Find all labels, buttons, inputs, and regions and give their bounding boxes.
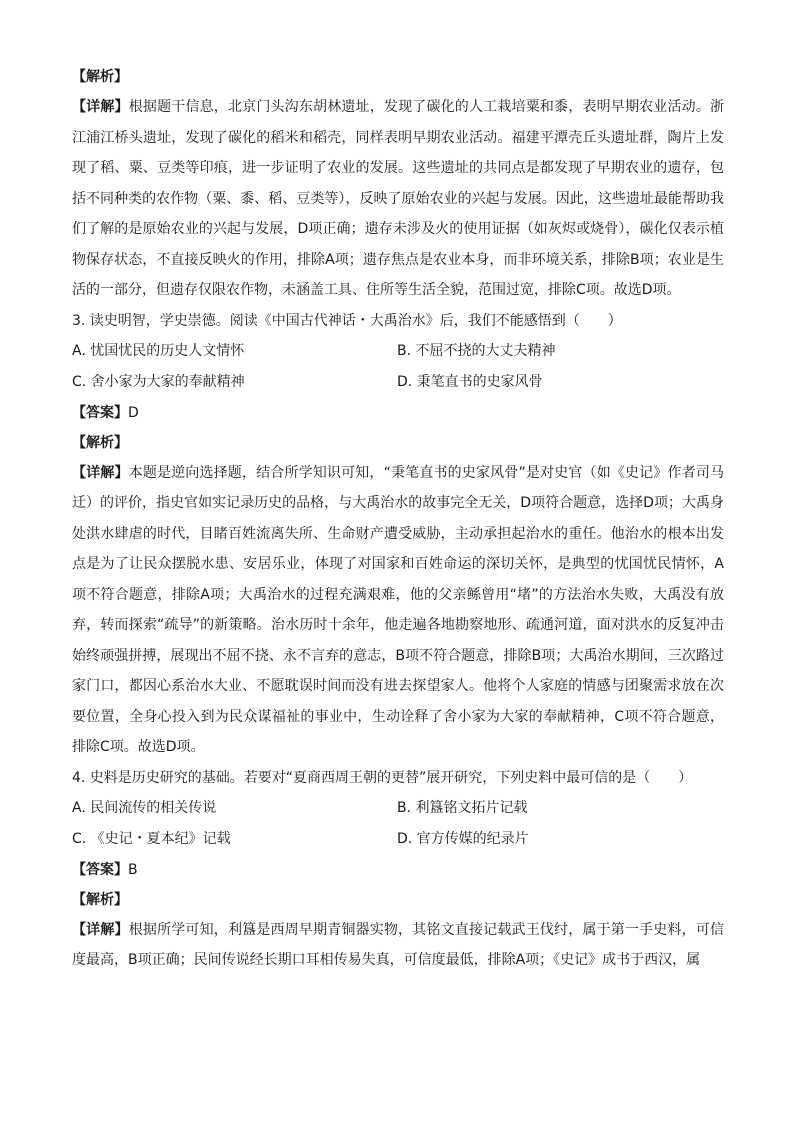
q4-options bbox=[72, 793, 724, 855]
analysis-tag: 【解析】 bbox=[72, 69, 128, 85]
q2-detail-text: 根据题干信息，北京门头沟东胡林遗址，发现了碳化的人工栽培粟和黍，表明早期农业活动。浙江浦江桥头遗址，发现了碳化的稻米和稻壳，同样表明早期农业活动。福建平潭壳丘头遗址群，陶片上发现了稻、粟、豆类等印痕，进一步证明了农业的发展。这些遗址的共同点是都发现了早期农业的遗存，包括不同种类的农作物（粟、黍、稻、豆类等），反映了原始农业的兴起与发展。因此，这些遗址最能帮助我们了解的是原始农业的兴起与发展，D项正确；遗存未涉及火的使用证据（如灰烬或烧骨），碳化仅表示植物保存状态，不直接反映火的作用，排除A项；遗存焦点是农业本身，而非环境关系，排除B项；农业是生活的一部分，但遗存仅限农作物，未涵盖工具、住所等生活全貌，范围过宽，排除C项。故选D项。 bbox=[72, 99, 725, 298]
q3-option-a: A. 忧国忧民的历史人文情怀 bbox=[72, 342, 245, 359]
q4-option-a: A. 民间流传的相关传说 bbox=[72, 799, 217, 816]
q4-answer-line bbox=[72, 855, 724, 885]
document-page bbox=[72, 62, 724, 976]
answer-tag: 【答案】 bbox=[72, 861, 128, 878]
detail-tag: 【详解】 bbox=[72, 921, 129, 938]
q4-detail-text: 根据所学可知，利簋是西周早期青铜器实物，其铭文直接记载武王伐纣，属于第一手史料，可信度最高，B项正确；民间传说经长期口耳相传易失真，可信度最低，排除A项；《史记》成书于西汉，属 bbox=[72, 921, 725, 968]
q3-analysis-label bbox=[72, 428, 724, 458]
detail-tag: 【详解】 bbox=[72, 464, 129, 481]
q3-answer-line bbox=[72, 398, 724, 428]
q3-option-b: B. 不屈不挠的大丈夫精神 bbox=[397, 342, 556, 359]
q3-options bbox=[72, 336, 724, 398]
q3-stem: 3. 读史明智，学史崇德。阅读《中国古代神话・大禹治水》后，我们不能感悟到（ ） bbox=[72, 312, 622, 329]
analysis-tag: 【解析】 bbox=[72, 434, 128, 451]
q4-analysis-label bbox=[72, 885, 724, 915]
q4-detail-paragraph bbox=[72, 915, 724, 976]
q2-detail-paragraph bbox=[72, 92, 724, 306]
answer-tag: 【答案】 bbox=[72, 404, 128, 421]
q4-option-d: D. 官方传媒的纪录片 bbox=[397, 830, 529, 847]
q4-answer: B bbox=[128, 861, 138, 878]
q3-answer: D bbox=[128, 404, 139, 421]
q3-detail-paragraph bbox=[72, 458, 724, 763]
q4-option-c: C. 《史记・夏本纪》记载 bbox=[72, 830, 231, 847]
q3-option-d: D. 秉笔直书的史家风骨 bbox=[397, 373, 543, 390]
q3-detail-text: 本题是逆向选择题，结合所学知识可知，“秉笔直书的史家风骨”是对史官（如《史记》作者司马迁）的评价，指史官如实记录历史的品格，与大禹治水的故事完全无关，D项符合题意，选择D项；大禹身处洪水肆虐的时代，目睹百姓流离失所、生命财产遭受威胁，主动承担起治水的重任。他治水的根本出发点是为了让民众摆脱水患、安居乐业，体现了对国家和百姓命运的深切关怀，是典型的忧国忧民情怀，A项不符合题意，排除A项；大禹治水的过程充满艰难，他的父亲鲧曾用“堵”的方法治水失败，大禹没有放弃，转而探索“疏导”的新策略。治水历时十余年，他走遍各地勘察地形、疏通河道，面对洪水的反复冲击始终顽强拼搏，展现出不屈不挠、永不言弃的意志，B项不符合题意，排除B项；大禹治水期间，三次路过家门口，都因心系治水大业、不愿耽误时间而没有进去探望家人。他将个人家庭的情感与团聚需求放在次要位置，全身心投入到为民众谋福祉的事业中，生动诠释了舍小家为大家的奉献精神，C项不符合题意，排除C项。故选D项。 bbox=[72, 464, 724, 755]
q4-stem: 4. 史料是历史研究的基础。若要对“夏商西周王朝的更替”展开研究，下列史料中最可信的是（ ） bbox=[72, 769, 693, 786]
q4-option-b: B. 利簋铭文拓片记载 bbox=[397, 799, 528, 816]
analysis-label bbox=[72, 62, 724, 92]
analysis-tag: 【解析】 bbox=[72, 891, 128, 908]
q3-option-c: C. 舍小家为大家的奉献精神 bbox=[72, 373, 245, 390]
detail-tag: 【详解】 bbox=[72, 99, 129, 115]
